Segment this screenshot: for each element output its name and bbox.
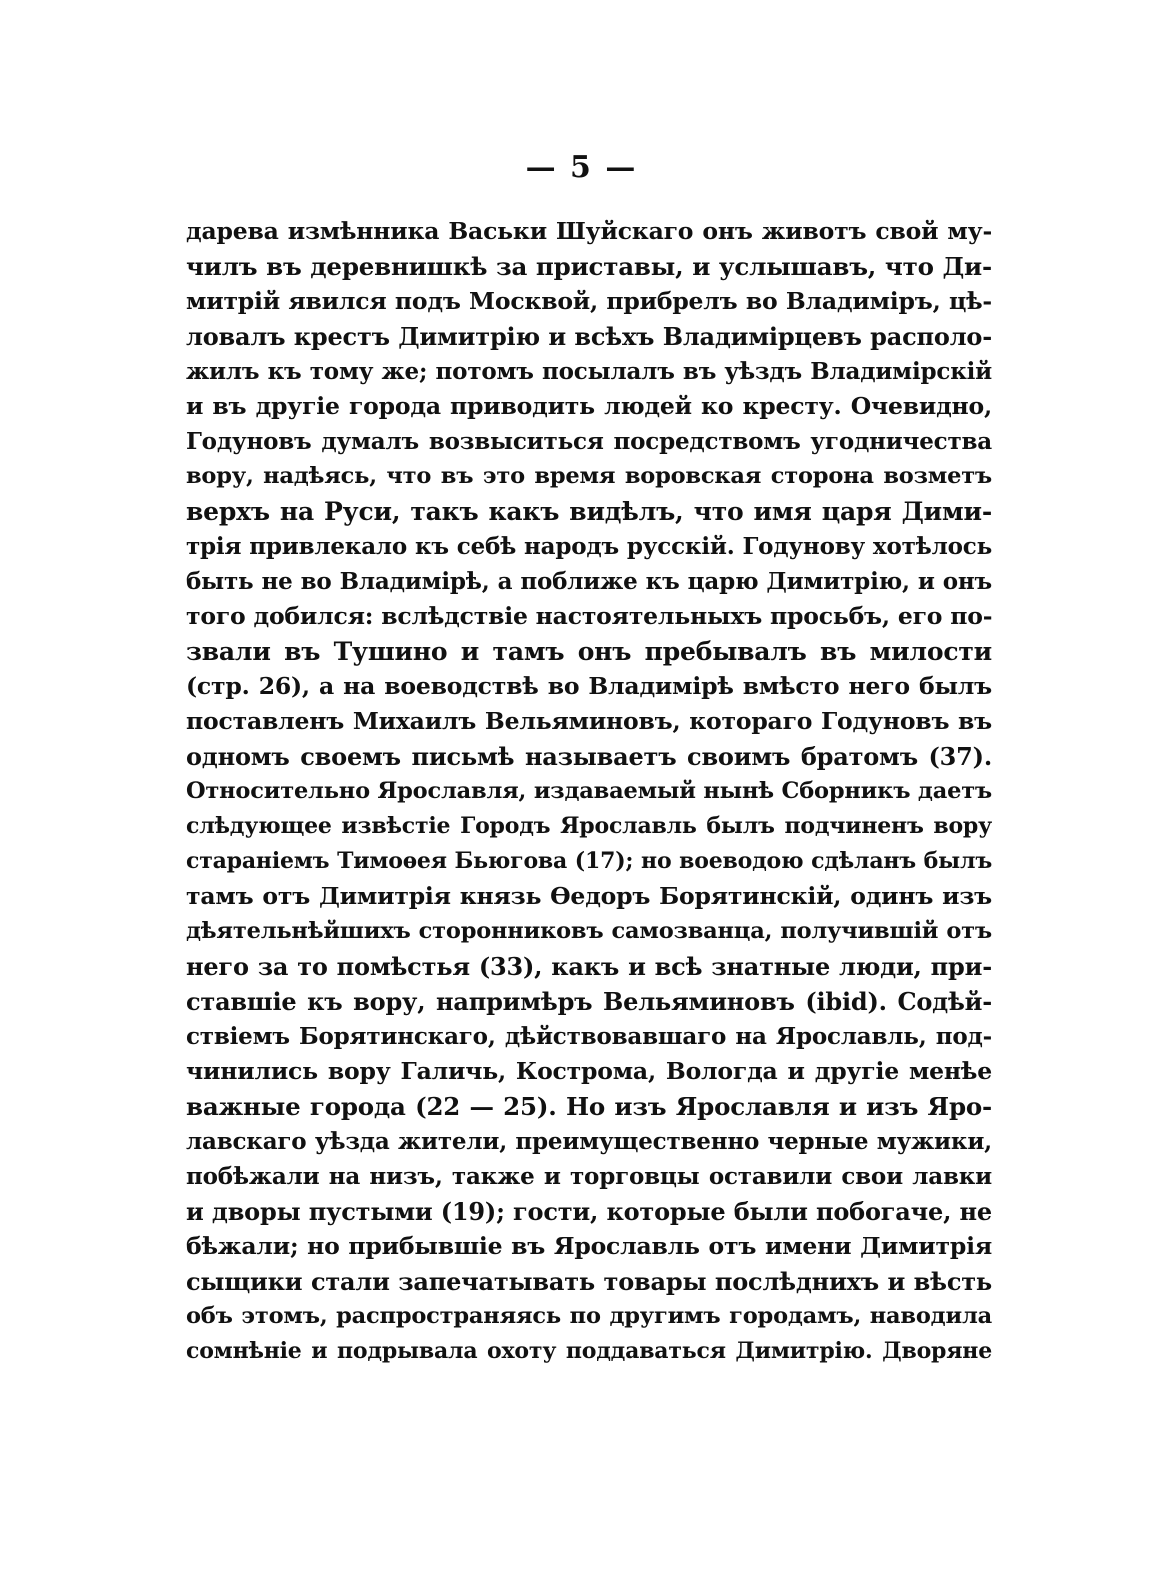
text-line: того добился: вслѣдствіе настоятельныхъ просьбъ, его по- [186, 602, 992, 630]
text-line: ставшіе къ вору, напримѣръ Вельяминовъ (ibid). Содѣй- [186, 987, 992, 1016]
text-line: поставленъ Михаилъ Вельяминовъ, котораго Годуновъ въ [186, 707, 992, 735]
text-line: быть не во Владимірѣ, а поближе къ царю Димитрію, и онъ [186, 568, 992, 595]
text-line: митрій явился подъ Москвой, прибрелъ во Владиміръ, цѣ- [186, 287, 992, 315]
text-line: чилъ въ деревнишкѣ за приставы, и услышавъ, что Ди- [186, 252, 992, 281]
text-line: бѣжали; но прибывшіе въ Ярославль отъ имени Димитрія [186, 1232, 992, 1260]
text-line: вору, надѣясь, что въ это время воровская сторона возметъ [186, 463, 992, 489]
text-line: сомнѣніе и подрывала охоту поддаваться Димитрію. Дворяне [186, 1338, 992, 1364]
text-line: Годуновъ думалъ возвыситься посредствомъ угодничества [186, 428, 992, 455]
text-line: одномъ своемъ письмѣ называетъ своимъ братомъ (37). [186, 742, 992, 771]
text-line: побѣжали на низъ, также и торговцы оставили свои лавки [186, 1163, 992, 1190]
text-line: ловалъ крестъ Димитрію и всѣхъ Владимірцевъ располо- [186, 322, 992, 351]
text-line: важные города (22 — 25). Но изъ Ярославля и изъ Яро- [186, 1092, 992, 1121]
text-line: жилъ къ тому же; потомъ посылалъ въ уѣздъ Владимірскій [186, 358, 992, 385]
text-line: и въ другіе города приводить людей ко кресту. Очевидно, [186, 392, 992, 420]
text-line: объ этомъ, распространяясь по другимъ городамъ, наводила [186, 1303, 992, 1329]
text-line: сыщики стали запечатывать товары послѣднихъ и вѣсть [186, 1267, 992, 1296]
text-line: и дворы пустыми (19); гости, которые были побогаче, не [186, 1197, 992, 1226]
text-line: дѣятельнѣйшихъ сторонниковъ самозванца, получившій отъ [186, 918, 992, 944]
text-line: слѣдующее извѣстіе Городъ Ярославль былъ подчиненъ вору [186, 813, 992, 839]
body-text [186, 214, 992, 1369]
text-line: трія привлекало къ себѣ народъ русскій. Годунову хотѣлось [186, 533, 992, 560]
text-line: стараніемъ Тимоѳея Бьюгова (17); но воеводою сдѣланъ былъ [186, 848, 992, 874]
text-line: звали въ Тушино и тамъ онъ пребывалъ въ милости [186, 637, 992, 666]
text-line: чинились вору Галичь, Кострома, Вологда и другіе менѣе [186, 1057, 992, 1085]
text-line: (стр. 26), а на воеводствѣ во Владимірѣ вмѣсто него былъ [186, 672, 992, 700]
page-number: — 5 — [525, 150, 638, 185]
text-line: дарева измѣнника Васьки Шуйскаго онъ животъ свой му- [186, 217, 992, 245]
text-line: лавскаго уѣзда жители, преимущественно черные мужики, [186, 1128, 992, 1155]
text-line: верхъ на Руси, такъ какъ видѣлъ, что имя царя Дими- [186, 497, 992, 526]
text-line: тамъ отъ Димитрія князь Ѳедоръ Борятинскій, одинъ изъ [186, 882, 992, 910]
text-line: Относительно Ярославля, издаваемый нынѣ Сборникъ даетъ [186, 778, 992, 804]
text-line: него за то помѣстья (33), какъ и всѣ знатные люди, при- [186, 952, 992, 981]
text-line: ствіемъ Борятинскаго, дѣйствовавшаго на Ярославль, под- [186, 1023, 992, 1050]
